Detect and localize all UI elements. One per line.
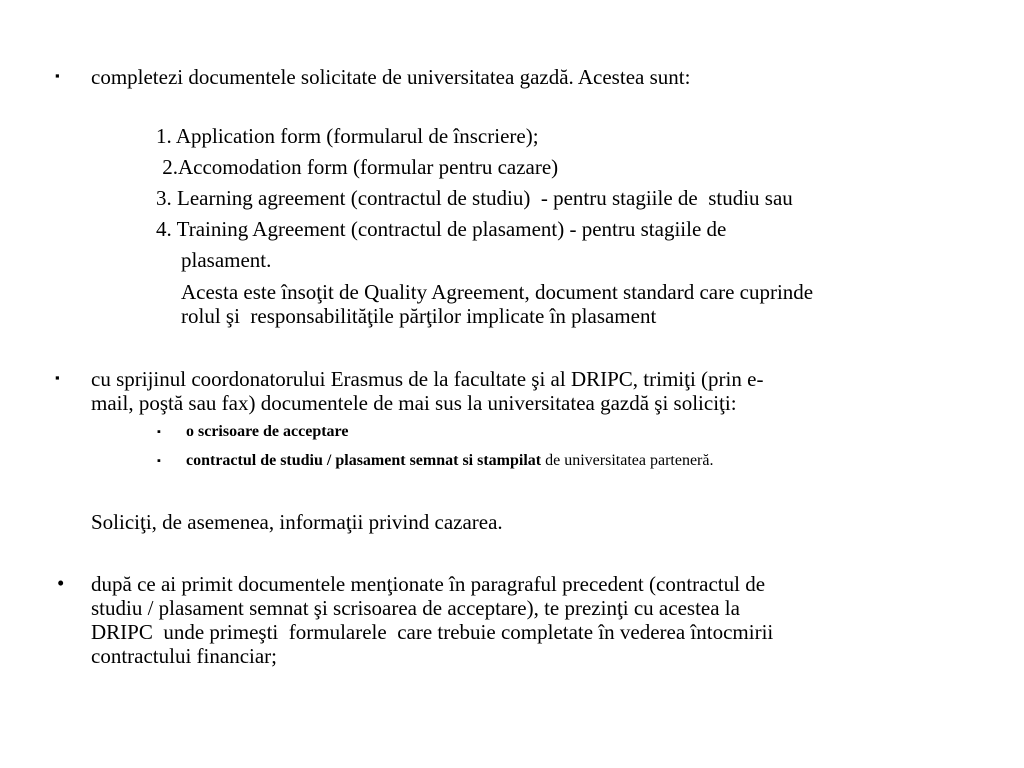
bullet1-text: completezi documentele solicitate de universitatea gazdă. Acestea sunt: <box>91 65 691 89</box>
square-bullet-icon: ▪ <box>55 68 60 83</box>
subitem-signed-contract <box>186 450 713 472</box>
bullet3-line2: studiu / plasament semnat şi scrisoarea de acceptare), te prezinţi cu acestea la <box>91 596 740 620</box>
square-bullet-icon: ▪ <box>157 455 161 467</box>
square-bullet-icon: ▪ <box>157 426 161 438</box>
quality-agreement-line2: rolul şi responsabilităţile părţilor implicate în plasament <box>181 304 657 328</box>
bullet2-line1: cu sprijinul coordonatorului Erasmus de la facultate şi al DRIPC, trimiţi (prin e- <box>91 367 764 391</box>
subitem-acceptance-letter-bold: o scrisoare de acceptare <box>186 423 349 440</box>
quality-agreement-line1: Acesta este însoţit de Quality Agreement, document standard care cuprinde <box>181 280 814 304</box>
bullet3-line4: contractului financiar; <box>91 644 277 668</box>
list-item-learning-agreement: 3. Learning agreement (contractul de studiu) - pentru stagiile de studiu sau <box>156 186 793 210</box>
list-item-training-agreement-cont: plasament. <box>181 248 272 272</box>
bullet3-line1: după ce ai primit documentele menţionate în paragraful precedent (contractul de <box>91 572 766 596</box>
subitem-signed-contract-bold: contractul de studiu / plasament semnat si stampilat <box>186 452 542 469</box>
list-item-application-form: 1. Application form (formularul de înscriere); <box>156 124 539 148</box>
subitem-acceptance-letter <box>186 421 348 443</box>
square-bullet-icon: ▪ <box>55 370 60 385</box>
round-bullet-icon: • <box>57 571 65 595</box>
bullet3-line3: DRIPC unde primeşti formularele care trebuie completate în vederea întocmirii <box>91 620 774 644</box>
subitem-signed-contract-normal: de universitatea parteneră. <box>541 452 714 469</box>
bullet2-line2: mail, poştă sau fax) documentele de mai sus la universitatea gazdă şi soliciţi: <box>91 391 737 415</box>
accommodation-info-note: Soliciţi, de asemenea, informaţii privind cazarea. <box>91 510 503 534</box>
list-item-training-agreement: 4. Training Agreement (contractul de plasament) - pentru stagiile de <box>156 217 727 241</box>
list-item-accommodation-form: 2.Accomodation form (formular pentru cazare) <box>157 155 559 179</box>
